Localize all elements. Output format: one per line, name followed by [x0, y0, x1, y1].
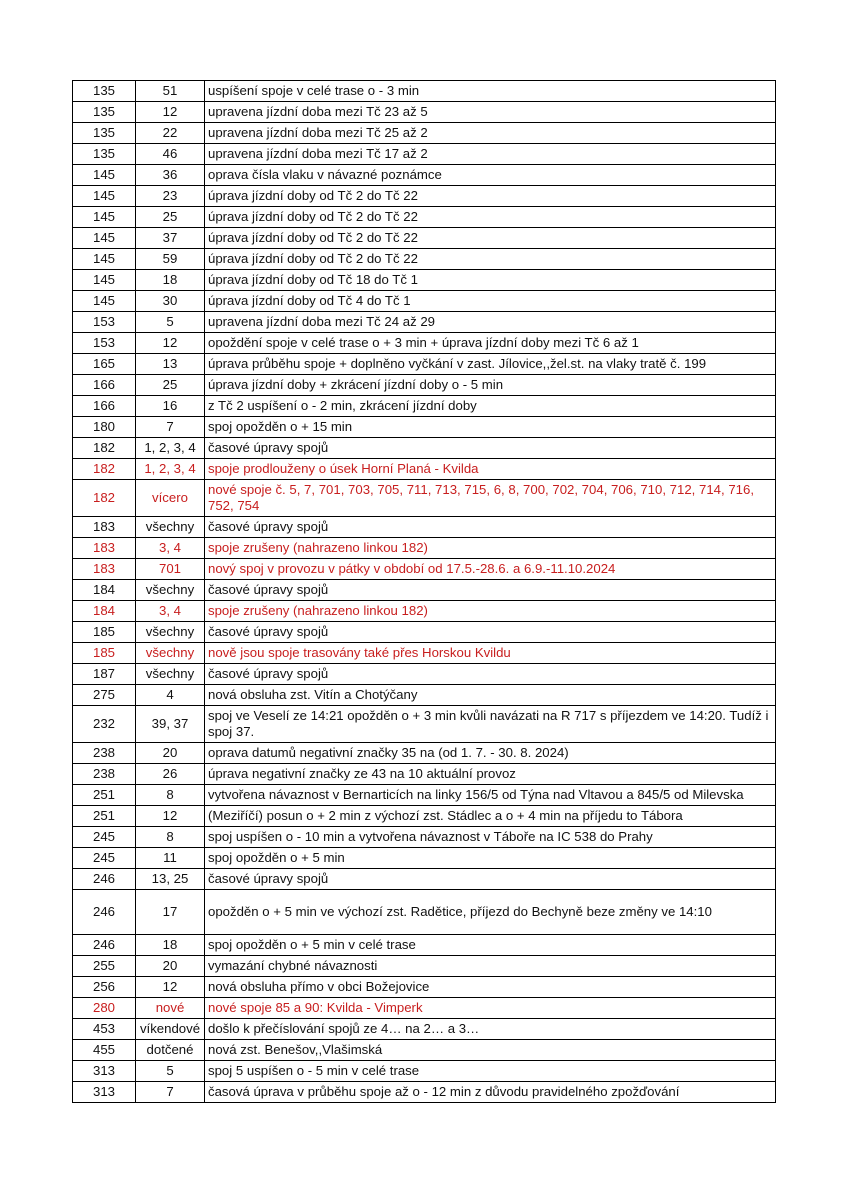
table-row [73, 291, 776, 312]
connection-number-cell: 46 [136, 144, 205, 165]
change-description-cell: časové úpravy spojů [205, 664, 776, 685]
line-number-cell: 246 [73, 869, 136, 890]
change-description-cell: upravena jízdní doba mezi Tč 17 až 2 [205, 144, 776, 165]
connection-number-cell: 18 [136, 270, 205, 291]
connection-number-cell: 3, 4 [136, 538, 205, 559]
connection-number-cell: 13, 25 [136, 869, 205, 890]
change-description-cell: úprava negativní značky ze 43 na 10 aktuální provoz [205, 764, 776, 785]
line-number-cell: 166 [73, 375, 136, 396]
table-row [73, 685, 776, 706]
table-row [73, 538, 776, 559]
table-row [73, 459, 776, 480]
table-row [73, 123, 776, 144]
connection-number-cell: 17 [136, 890, 205, 935]
table-row [73, 417, 776, 438]
change-description-cell: nová obsluha zst. Vitín a Chotýčany [205, 685, 776, 706]
line-number-cell: 145 [73, 186, 136, 207]
change-description-cell: úprava jízdní doby od Tč 2 do Tč 22 [205, 228, 776, 249]
table-row [73, 580, 776, 601]
change-description-cell: úprava jízdní doby od Tč 4 do Tč 1 [205, 291, 776, 312]
connection-number-cell: 20 [136, 743, 205, 764]
connection-number-cell: 12 [136, 333, 205, 354]
change-description-cell: časové úpravy spojů [205, 517, 776, 538]
line-number-cell: 246 [73, 935, 136, 956]
connection-number-cell: 25 [136, 375, 205, 396]
connection-number-cell: všechny [136, 622, 205, 643]
table-row [73, 764, 776, 785]
table-row [73, 102, 776, 123]
table-row [73, 643, 776, 664]
changes-table [72, 80, 776, 1103]
connection-number-cell: 12 [136, 977, 205, 998]
change-description-cell: nová obsluha přímo v obci Božejovice [205, 977, 776, 998]
line-number-cell: 145 [73, 207, 136, 228]
line-number-cell: 183 [73, 538, 136, 559]
change-description-cell: spoj opožděn o + 15 min [205, 417, 776, 438]
change-description-cell: nová zst. Benešov,,Vlašimská [205, 1040, 776, 1061]
table-row [73, 375, 776, 396]
change-description-cell: vytvořena návaznost v Bernarticích na linky 156/5 od Týna nad Vltavou a 845/5 od Milevska [205, 785, 776, 806]
connection-number-cell: 23 [136, 186, 205, 207]
connection-number-cell: 20 [136, 956, 205, 977]
change-description-cell: oprava datumů negativní značky 35 na (od 1. 7. - 30. 8. 2024) [205, 743, 776, 764]
line-number-cell: 184 [73, 601, 136, 622]
line-number-cell: 185 [73, 622, 136, 643]
table-row [73, 559, 776, 580]
change-description-cell: úprava jízdní doby + zkrácení jízdní doby o - 5 min [205, 375, 776, 396]
change-description-cell: uspíšení spoje v celé trase o - 3 min [205, 81, 776, 102]
change-description-cell: časová úprava v průběhu spoje až o - 12 min z důvodu pravidelného zpožďování [205, 1082, 776, 1103]
change-description-cell: oprava čísla vlaku v návazné poznámce [205, 165, 776, 186]
connection-number-cell: 12 [136, 102, 205, 123]
change-description-cell: spoj ve Veselí ze 14:21 opožděn o + 3 min kvůli navázati na R 717 s příjezdem ve 14:20. Tudíž i spoj 37. [205, 706, 776, 743]
connection-number-cell: 16 [136, 396, 205, 417]
change-description-cell: časové úpravy spojů [205, 869, 776, 890]
line-number-cell: 255 [73, 956, 136, 977]
table-row [73, 622, 776, 643]
table-row [73, 517, 776, 538]
connection-number-cell: nové [136, 998, 205, 1019]
line-number-cell: 183 [73, 517, 136, 538]
line-number-cell: 153 [73, 333, 136, 354]
connection-number-cell: 1, 2, 3, 4 [136, 438, 205, 459]
table-row [73, 827, 776, 848]
connection-number-cell: 8 [136, 827, 205, 848]
table-row [73, 806, 776, 827]
table-row [73, 228, 776, 249]
table-row [73, 312, 776, 333]
table-row [73, 186, 776, 207]
connection-number-cell: 5 [136, 1061, 205, 1082]
connection-number-cell: 26 [136, 764, 205, 785]
connection-number-cell: všechny [136, 580, 205, 601]
line-number-cell: 275 [73, 685, 136, 706]
line-number-cell: 245 [73, 827, 136, 848]
change-description-cell: časové úpravy spojů [205, 580, 776, 601]
change-description-cell: upravena jízdní doba mezi Tč 24 až 29 [205, 312, 776, 333]
change-description-cell: upravena jízdní doba mezi Tč 25 až 2 [205, 123, 776, 144]
change-description-cell: časové úpravy spojů [205, 438, 776, 459]
connection-number-cell: 22 [136, 123, 205, 144]
connection-number-cell: všechny [136, 664, 205, 685]
table-row [73, 249, 776, 270]
table-row [73, 785, 776, 806]
change-description-cell: úprava jízdní doby od Tč 2 do Tč 22 [205, 249, 776, 270]
table-row [73, 743, 776, 764]
connection-number-cell: 701 [136, 559, 205, 580]
table-row [73, 1082, 776, 1103]
connection-number-cell: 30 [136, 291, 205, 312]
table-row [73, 664, 776, 685]
connection-number-cell: 59 [136, 249, 205, 270]
change-description-cell: úprava jízdní doby od Tč 2 do Tč 22 [205, 186, 776, 207]
table-row [73, 1061, 776, 1082]
line-number-cell: 166 [73, 396, 136, 417]
connection-number-cell: 12 [136, 806, 205, 827]
line-number-cell: 183 [73, 559, 136, 580]
table-row [73, 270, 776, 291]
table-row [73, 1019, 776, 1040]
table-row [73, 207, 776, 228]
line-number-cell: 246 [73, 890, 136, 935]
connection-number-cell: 1, 2, 3, 4 [136, 459, 205, 480]
line-number-cell: 455 [73, 1040, 136, 1061]
line-number-cell: 182 [73, 459, 136, 480]
table-row [73, 601, 776, 622]
line-number-cell: 145 [73, 228, 136, 249]
change-description-cell: spoj 5 uspíšen o - 5 min v celé trase [205, 1061, 776, 1082]
change-description-cell: (Meziříčí) posun o + 2 min z výchozí zst. Stádlec a o + 4 min na příjedu to Tábora [205, 806, 776, 827]
connection-number-cell: 11 [136, 848, 205, 869]
line-number-cell: 145 [73, 249, 136, 270]
line-number-cell: 135 [73, 144, 136, 165]
line-number-cell: 313 [73, 1082, 136, 1103]
connection-number-cell: 7 [136, 417, 205, 438]
change-description-cell: nový spoj v provozu v pátky v období od 17.5.-28.6. a 6.9.-11.10.2024 [205, 559, 776, 580]
table-row [73, 890, 776, 935]
table-row [73, 1040, 776, 1061]
line-number-cell: 187 [73, 664, 136, 685]
change-description-cell: nové spoje č. 5, 7, 701, 703, 705, 711, 713, 715, 6, 8, 700, 702, 704, 706, 710, 712, 714, 716, 752, 754 [205, 480, 776, 517]
line-number-cell: 280 [73, 998, 136, 1019]
line-number-cell: 184 [73, 580, 136, 601]
connection-number-cell: víkendové [136, 1019, 205, 1040]
change-description-cell: spoj uspíšen o - 10 min a vytvořena návaznost v Táboře na IC 538 do Prahy [205, 827, 776, 848]
line-number-cell: 165 [73, 354, 136, 375]
connection-number-cell: 18 [136, 935, 205, 956]
change-description-cell: došlo k přečíslování spojů ze 4… na 2… a 3… [205, 1019, 776, 1040]
change-description-cell: úprava jízdní doby od Tč 2 do Tč 22 [205, 207, 776, 228]
line-number-cell: 232 [73, 706, 136, 743]
change-description-cell: úprava průběhu spoje + doplněno vyčkání v zast. Jílovice,,žel.st. na vlaky tratě č. 199 [205, 354, 776, 375]
connection-number-cell: 5 [136, 312, 205, 333]
table-row [73, 333, 776, 354]
line-number-cell: 256 [73, 977, 136, 998]
line-number-cell: 145 [73, 291, 136, 312]
change-description-cell: spoje zrušeny (nahrazeno linkou 182) [205, 538, 776, 559]
line-number-cell: 185 [73, 643, 136, 664]
line-number-cell: 245 [73, 848, 136, 869]
table-row [73, 706, 776, 743]
connection-number-cell: 25 [136, 207, 205, 228]
connection-number-cell: 7 [136, 1082, 205, 1103]
change-description-cell: spoje zrušeny (nahrazeno linkou 182) [205, 601, 776, 622]
connection-number-cell: 51 [136, 81, 205, 102]
change-description-cell: časové úpravy spojů [205, 622, 776, 643]
line-number-cell: 135 [73, 123, 136, 144]
change-description-cell: nové spoje 85 a 90: Kvilda - Vimperk [205, 998, 776, 1019]
change-description-cell: spoj opožděn o + 5 min [205, 848, 776, 869]
connection-number-cell: 8 [136, 785, 205, 806]
line-number-cell: 145 [73, 165, 136, 186]
connection-number-cell: všechny [136, 517, 205, 538]
change-description-cell: spoje prodlouženy o úsek Horní Planá - Kvilda [205, 459, 776, 480]
connection-number-cell: 39, 37 [136, 706, 205, 743]
table-row [73, 977, 776, 998]
connection-number-cell: 13 [136, 354, 205, 375]
change-description-cell: opoždění spoje v celé trase o + 3 min + úprava jízdní doby mezi Tč 6 až 1 [205, 333, 776, 354]
connection-number-cell: vícero [136, 480, 205, 517]
change-description-cell: vymazání chybné návaznosti [205, 956, 776, 977]
connection-number-cell: 3, 4 [136, 601, 205, 622]
change-description-cell: nově jsou spoje trasovány také přes Horskou Kvildu [205, 643, 776, 664]
line-number-cell: 182 [73, 438, 136, 459]
connection-number-cell: dotčené [136, 1040, 205, 1061]
line-number-cell: 153 [73, 312, 136, 333]
connection-number-cell: 36 [136, 165, 205, 186]
table-row [73, 998, 776, 1019]
table-row [73, 956, 776, 977]
change-description-cell: úprava jízdní doby od Tč 18 do Tč 1 [205, 270, 776, 291]
line-number-cell: 135 [73, 102, 136, 123]
change-description-cell: spoj opožděn o + 5 min v celé trase [205, 935, 776, 956]
line-number-cell: 180 [73, 417, 136, 438]
line-number-cell: 251 [73, 806, 136, 827]
connection-number-cell: všechny [136, 643, 205, 664]
table-row [73, 354, 776, 375]
changes-table-body [73, 81, 776, 1103]
change-description-cell: z Tč 2 uspíšení o - 2 min, zkrácení jízdní doby [205, 396, 776, 417]
change-description-cell: upravena jízdní doba mezi Tč 23 až 5 [205, 102, 776, 123]
table-row [73, 935, 776, 956]
line-number-cell: 182 [73, 480, 136, 517]
line-number-cell: 135 [73, 81, 136, 102]
table-row [73, 81, 776, 102]
connection-number-cell: 37 [136, 228, 205, 249]
line-number-cell: 145 [73, 270, 136, 291]
table-row [73, 848, 776, 869]
table-row [73, 480, 776, 517]
change-description-cell: opožděn o + 5 min ve výchozí zst. Radětice, příjezd do Bechyně beze změny ve 14:10 [205, 890, 776, 935]
table-row [73, 438, 776, 459]
table-row [73, 869, 776, 890]
connection-number-cell: 4 [136, 685, 205, 706]
table-row [73, 396, 776, 417]
line-number-cell: 251 [73, 785, 136, 806]
line-number-cell: 238 [73, 743, 136, 764]
line-number-cell: 313 [73, 1061, 136, 1082]
table-row [73, 144, 776, 165]
table-row [73, 165, 776, 186]
line-number-cell: 453 [73, 1019, 136, 1040]
line-number-cell: 238 [73, 764, 136, 785]
